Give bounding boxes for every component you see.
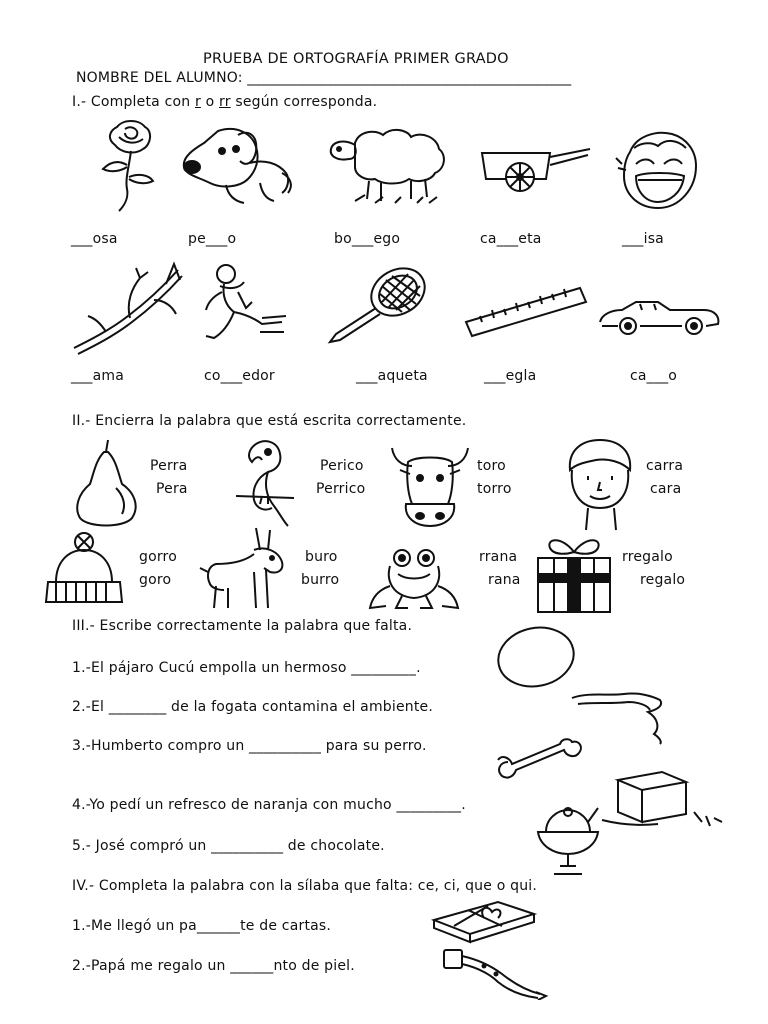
- car-icon: [596, 296, 722, 338]
- word-option[interactable]: cara: [650, 481, 682, 497]
- ice-cube-icon: [598, 764, 726, 828]
- word-option[interactable]: Perico: [320, 458, 364, 474]
- belt-icon: [440, 944, 550, 1000]
- fill-word-perro: pe___o: [188, 231, 237, 247]
- package-icon: [428, 896, 540, 946]
- word-option[interactable]: rregalo: [622, 549, 673, 565]
- fill-word-rama: ___ama: [71, 368, 124, 384]
- syllable-item-2: 2.-Papá me regalo un ______nto de piel.: [72, 958, 355, 974]
- word-option[interactable]: torro: [477, 481, 512, 497]
- section4-heading: IV.- Completa la palabra con la sílaba que falta: ce, ci, que o qui.: [72, 878, 538, 894]
- pear-icon: [70, 438, 142, 530]
- bone-icon: [494, 738, 586, 780]
- word-option[interactable]: goro: [139, 572, 172, 588]
- word-option[interactable]: toro: [477, 458, 506, 474]
- ruler-icon: [462, 284, 590, 338]
- word-option[interactable]: rrana: [479, 549, 518, 565]
- sentence-5: 5.- José compró un __________ de chocolate.: [72, 838, 385, 854]
- word-option[interactable]: regalo: [640, 572, 686, 588]
- heading-text: según corresponda.: [230, 94, 378, 110]
- fill-word-risa: ___isa: [622, 231, 664, 247]
- gift-icon: [532, 530, 616, 616]
- branch-icon: [70, 260, 186, 356]
- dog-icon: [178, 123, 296, 208]
- word-option[interactable]: Perrico: [316, 481, 366, 497]
- letter-rr: rr: [219, 94, 231, 110]
- sentence-4: 4.-Yo pedí un refresco de naranja con mucho _________.: [72, 797, 466, 813]
- cart-icon: [478, 143, 594, 193]
- fill-word-carro: ca___o: [630, 368, 678, 384]
- word-option[interactable]: rana: [488, 572, 521, 588]
- section1-heading: [72, 94, 377, 110]
- word-option[interactable]: gorro: [139, 549, 177, 565]
- sentence-2: 2.-El ________ de la fogata contamina el ambiente.: [72, 699, 434, 715]
- fill-word-carreta: ca___eta: [480, 231, 542, 247]
- word-option[interactable]: carra: [646, 458, 684, 474]
- syllable-item-1: 1.-Me llegó un pa______te de cartas.: [72, 918, 332, 934]
- fill-word-borrego: bo___ego: [334, 231, 401, 247]
- section2-heading: II.- Encierra la palabra que está escrita correctamente.: [72, 413, 467, 429]
- fill-word-rosa: ___osa: [71, 231, 118, 247]
- runner-icon: [200, 262, 288, 348]
- fill-word-corredor: co___edor: [204, 368, 275, 384]
- word-option[interactable]: burro: [301, 572, 340, 588]
- bull-icon: [386, 438, 474, 530]
- fill-word-raqueta: ___aqueta: [356, 368, 428, 384]
- letter-r: r: [194, 94, 201, 110]
- word-option[interactable]: buro: [305, 549, 338, 565]
- sentence-1: 1.-El pájaro Cucú empolla un hermoso _________.: [72, 660, 421, 676]
- ice-cream-icon: [532, 804, 604, 880]
- student-name-line: NOMBRE DEL ALUMNO: _____________________________________________: [76, 70, 572, 86]
- section3-heading: III.- Escribe correctamente la palabra que falta.: [72, 618, 413, 634]
- word-option[interactable]: Pera: [156, 481, 188, 497]
- page-title: PRUEBA DE ORTOGRAFÍA PRIMER GRADO: [203, 51, 509, 67]
- donkey-icon: [198, 524, 288, 612]
- fill-word-regla: ___egla: [484, 368, 537, 384]
- frog-icon: [366, 546, 462, 612]
- laughing-face-icon: [612, 128, 704, 214]
- rose-icon: [95, 117, 165, 215]
- beanie-icon: [42, 530, 126, 608]
- heading-text: o: [200, 94, 220, 110]
- sentence-3: 3.-Humberto compro un __________ para su perro.: [72, 738, 427, 754]
- boy-face-icon: [560, 436, 638, 532]
- heading-text: I.- Completa con: [72, 94, 195, 110]
- egg-icon: [494, 624, 578, 690]
- word-option[interactable]: Perra: [150, 458, 188, 474]
- parrot-icon: [232, 434, 302, 528]
- sheep-icon: [325, 123, 451, 205]
- racket-icon: [322, 264, 430, 344]
